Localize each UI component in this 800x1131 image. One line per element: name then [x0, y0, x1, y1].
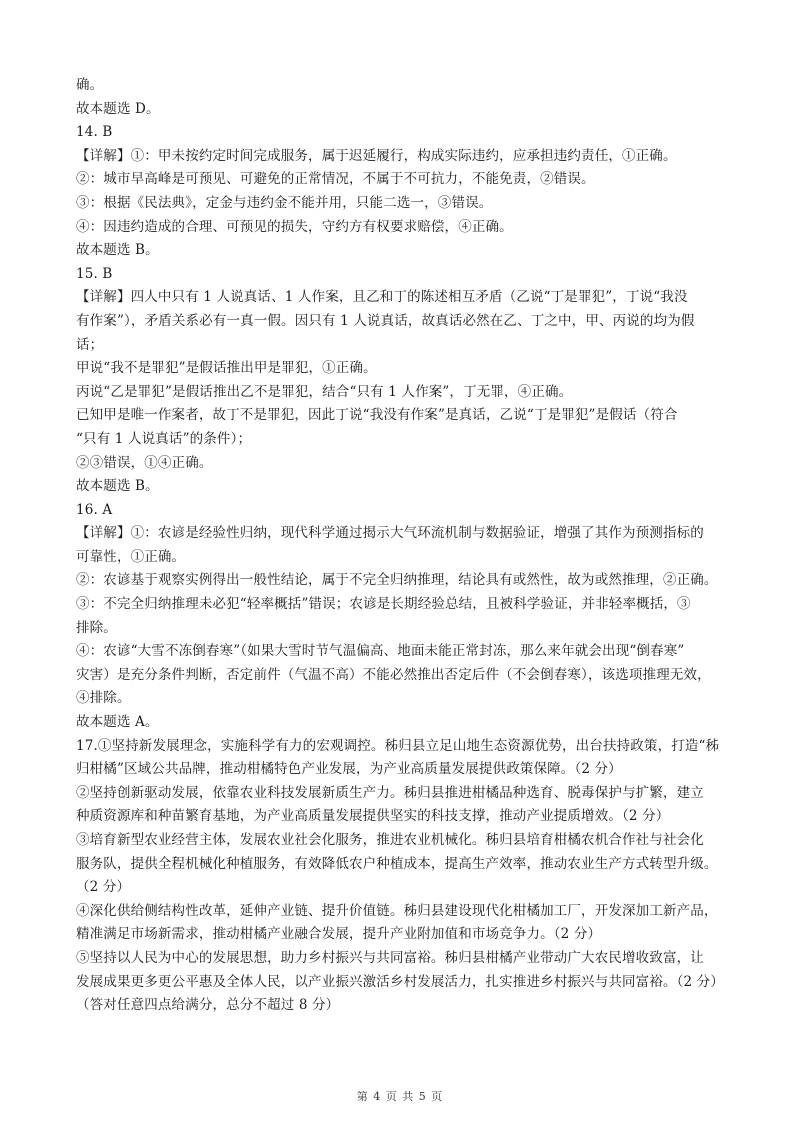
text-line: 种质资源库和种苗繁育基地，为产业高质量发展提供坚实的科技支撑，推动产业提质增效。（2 分）: [76, 808, 670, 825]
text-line: 精准满足市场新需求，推动柑橘产业融合发展，提升产业附加值和市场竞争力。（2 分）: [76, 926, 602, 943]
text-line: ②③错误，①④正确。: [76, 454, 213, 471]
text-line: 归柑橘”区域公共品牌，推动柑橘特色产业发展，为产业高质量发展提供政策保障。（2 分）: [76, 761, 622, 778]
text-line: 故本题选 A。: [76, 714, 159, 731]
text-line: 【详解】①：甲未按约定时间完成服务，属于迟延履行，构成实际违约，应承担违约责任，①正确。: [76, 147, 677, 164]
text-line: ④：农谚“大雪不冻倒春寒”（如果大雪时节气温偏高、地面未能正常封冻，那么来年就会出现“倒春寒”: [76, 643, 685, 660]
question-number: 16. A: [76, 501, 113, 518]
text-line: ④深化供给侧结构性改革，延伸产业链、提升价值链。秭归县建设现代化柑橘加工厂，开发深加工新产品，: [76, 902, 718, 919]
text-line: 故本题选 D。: [76, 100, 160, 117]
text-line: 已知甲是唯一作案者，故丁不是罪犯，因此丁说“我没有作案”是真话，乙说“丁是罪犯”是假话（符合: [76, 407, 678, 424]
text-line: 甲说“我不是罪犯”是假话推出甲是罪犯，①正确。: [76, 360, 377, 377]
text-line: 确。: [76, 77, 104, 93]
text-line: 话；: [76, 336, 104, 353]
text-line: ④：因违约造成的合理、可预见的损失，守约方有权要求赔偿，④正确。: [76, 218, 513, 235]
document-body: [76, 74, 724, 1018]
text-line: 发展成果更多更公平惠及全体人民，以产业振兴激活乡村发展活力，扎实推进乡村振兴与共同富裕。（2 分）: [76, 973, 724, 990]
page-footer: 第 4 页 共 5 页: [356, 1090, 444, 1103]
text-line: 可靠性，①正确。: [76, 548, 186, 565]
text-line: 有作案”），矛盾关系必有一真一假。因只有 1 人说真话，故真话必然在乙、丁之中，甲、丙说的均为假: [76, 312, 695, 329]
text-line: 服务队，提供全程机械化种植服务，有效降低农户种植成本，提高生产效率，推动农业生产方式转型升级。: [76, 855, 718, 872]
text-line: ②：农谚基于观察实例得出一般性结论，属于不完全归纳推理，结论具有或然性，故为或然推理，②正确。: [76, 572, 718, 589]
text-line: 丙说“乙是罪犯”是假话推出乙不是罪犯，结合“只有 1 人作案”，丁无罪，④正确。: [76, 383, 573, 400]
text-line: 【详解】①：农谚是经验性归纳，现代科学通过揭示大气环流机制与数据验证，增强了其作为预测指标的: [76, 525, 704, 542]
text-line: 灾害）是充分条件判断，否定前件（气温不高）不能必然推出否定后件（不会倒春寒），该选项推理无效，: [76, 666, 711, 683]
text-line: ③培育新型农业经营主体，发展农业社会化服务，推进农业机械化。秭归县培育柑橘农机合作社与社会化: [76, 832, 704, 848]
text-line: ③：根据《民法典》，定金与违约金不能并用，只能二选一，③错误。: [76, 194, 493, 211]
text-line: 故本题选 B。: [76, 478, 159, 495]
text-line: ②：城市早高峰是可预见、可避免的正常情况，不属于不可抗力，不能免责，②错误。: [76, 171, 595, 188]
question-number: 14. B: [76, 124, 113, 141]
text-line: 【详解】四人中只有 1 人说真话、1 人作案，且乙和丁的陈述相互矛盾（乙说“丁是罪犯”，丁说“我没: [76, 289, 688, 306]
question-number: 15. B: [76, 265, 113, 282]
scoring-note: （答对任意四点给满分，总分不超过 8 分）: [76, 997, 340, 1014]
text-line: 故本题选 B。: [76, 242, 159, 259]
text-line: （2 分）: [76, 879, 131, 896]
text-line: ②坚持创新驱动发展，依靠农业科技发展新质生产力。秭归县推进柑橘品种选育、脱毒保护与扩繁，建立: [76, 784, 704, 801]
text-line: 17.①坚持新发展理念，实施科学有力的宏观调控。秭归县立足山地生态资源优势，出台扶持政策，打造“秭: [76, 737, 720, 754]
text-line: ③：不完全归纳推理未必犯“轻率概括”错误；农谚是长期经验总结，且被科学验证，并非轻率概括，③: [76, 596, 691, 613]
text-line: “只有 1 人说真话”的条件）；: [76, 430, 252, 447]
text-line: 排除。: [76, 619, 117, 636]
text-line: ④排除。: [76, 690, 131, 707]
text-line: ⑤坚持以人民为中心的发展思想，助力乡村振兴与共同富裕。秭归县柑橘产业带动广大农民增收致富，让: [76, 949, 704, 966]
